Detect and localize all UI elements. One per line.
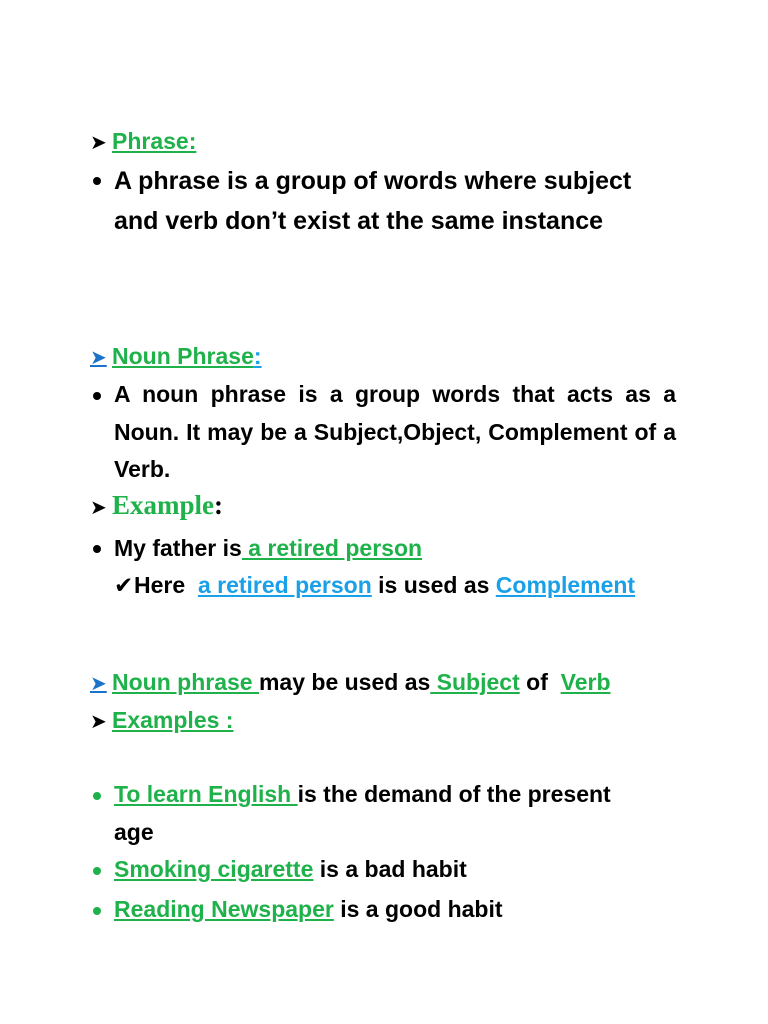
example-explanation: [114, 566, 635, 604]
dot-bullet-icon: [90, 388, 104, 402]
usage-part4: of: [519, 669, 555, 695]
noun-phrase-heading-line: [90, 341, 262, 373]
noun-phrase-heading-colon: :: [253, 343, 262, 369]
phrase-heading-line: [90, 126, 196, 158]
example-sentence: [114, 529, 422, 567]
examples-item-2-rest: is a bad habit: [313, 856, 467, 882]
example-heading-colon: :: [214, 490, 224, 520]
dot-bullet-icon: [90, 541, 104, 555]
dot-bullet-icon: [90, 173, 104, 187]
phrase-definition: [114, 161, 694, 241]
examples-item-3: [114, 890, 503, 928]
examples-item-2: [114, 850, 467, 888]
example-heading-line: [90, 490, 223, 523]
examples-item-1: [114, 775, 611, 813]
phrase-definition-line2: and verb don’t exist at the same instance: [114, 207, 604, 235]
example-sentence-highlight: a retired person: [241, 535, 423, 561]
noun-phrase-heading: Noun Phrase: [112, 343, 254, 369]
arrow-bullet-icon: ➤: [90, 673, 107, 695]
dot-bullet-icon: [90, 788, 104, 802]
example-explanation-middle: is used as: [371, 572, 496, 598]
arrow-bullet-icon: ➤: [90, 347, 107, 369]
examples-item-3-rest: is a good habit: [333, 896, 503, 922]
example-heading: Example: [112, 490, 215, 520]
arrow-bullet-icon: ➤: [90, 497, 107, 519]
examples-item-2-highlight: Smoking cigarette: [114, 856, 314, 882]
examples-item-3-highlight: Reading Newspaper: [114, 896, 334, 922]
usage-part3: Subject: [430, 669, 520, 695]
examples-heading-line: [90, 705, 233, 737]
usage-part2: may be used as: [258, 669, 431, 695]
example-explanation-highlight: a retired person: [197, 572, 372, 598]
arrow-bullet-icon: ➤: [90, 711, 107, 733]
dot-bullet-icon: [90, 903, 104, 917]
dot-bullet-icon: [90, 863, 104, 877]
example-explanation-prefix: Here: [134, 572, 192, 598]
example-explanation-end: Complement: [495, 572, 636, 598]
noun-phrase-definition: A noun phrase is a group words that acts as a Noun. It may be a Subject,Object, Complement of a Verb.: [114, 381, 676, 482]
examples-heading: Examples :: [112, 707, 234, 733]
phrase-heading: Phrase:: [112, 128, 197, 154]
usage-part1: Noun phrase: [112, 669, 259, 695]
examples-item-1-rest: is the demand of the present: [297, 781, 611, 807]
check-icon: ✔: [114, 572, 134, 598]
examples-item-1-continuation: age: [114, 819, 154, 845]
noun-phrase-usage-line: [90, 667, 611, 699]
arrow-bullet-icon: ➤: [90, 132, 107, 154]
examples-item-1-highlight: To learn English: [114, 781, 298, 807]
phrase-definition-line1: A phrase is a group of words where subject: [114, 167, 632, 195]
usage-part5: Verb: [560, 669, 611, 695]
example-sentence-prefix: My father is: [114, 535, 242, 561]
